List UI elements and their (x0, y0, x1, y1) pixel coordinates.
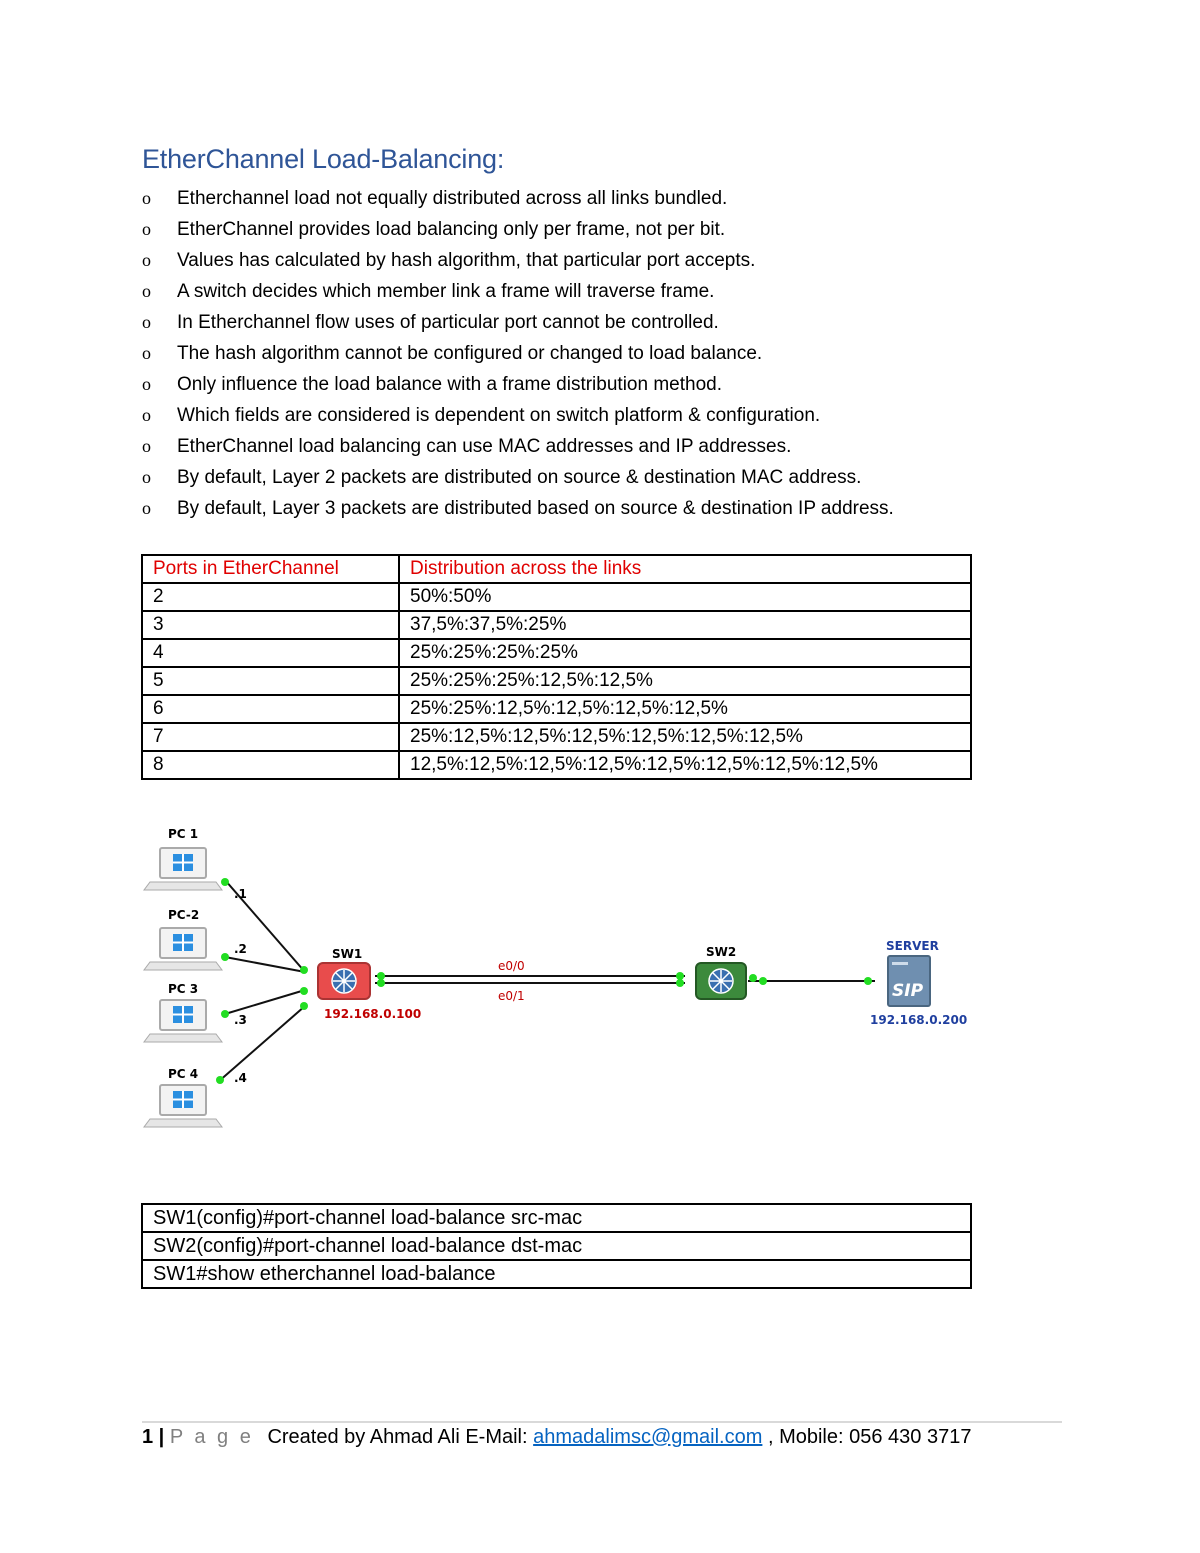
sw1-switch[interactable] (318, 963, 370, 999)
bullet-item (142, 183, 1042, 214)
pc-1[interactable] (144, 848, 222, 890)
table-row (142, 751, 971, 779)
bullet-item (142, 431, 1042, 462)
laptop-base (144, 882, 222, 890)
ports-cell: 8 (142, 751, 399, 779)
link-dot (864, 977, 872, 985)
link-dot (676, 979, 684, 987)
bullet-marker: o (142, 219, 151, 239)
link-dot (221, 1010, 229, 1018)
sip-server[interactable] (888, 956, 930, 1006)
bullet-text: Etherchannel load not equally distributed across all links bundled. (177, 188, 728, 209)
pc-3[interactable] (144, 1000, 222, 1042)
distribution-cell: 25%:25%:25%:25% (399, 639, 971, 667)
distribution-cell: 25%:25%:25%:12,5%:12,5% (399, 667, 971, 695)
server-slot (892, 962, 908, 965)
bullet-text: EtherChannel provides load balancing only per frame, not per bit. (177, 219, 726, 240)
column-header-distribution: Distribution across the links (399, 555, 971, 583)
distribution-cell: 25%:25%:12,5%:12,5%:12,5%:12,5% (399, 695, 971, 723)
ports-cell: 4 (142, 639, 399, 667)
server-ip: 192.168.0.200 (870, 1013, 968, 1027)
table-row (142, 1232, 971, 1260)
bullet-item (142, 214, 1042, 245)
link-dot (221, 878, 229, 886)
pc-3-link-label: .3 (234, 1013, 247, 1027)
command-cell: SW2(config)#port-channel load-balance dst-mac (142, 1232, 971, 1260)
bullet-marker: o (142, 498, 151, 518)
trunk-label-e0-0: e0/0 (498, 959, 525, 973)
table-row (142, 1204, 971, 1232)
sw1-ip: 192.168.0.100 (324, 1007, 422, 1021)
table-row (142, 695, 971, 723)
ports-cell: 2 (142, 583, 399, 611)
table-row (142, 1260, 971, 1288)
laptop-base (144, 1119, 222, 1127)
link-pc3-sw1 (225, 990, 305, 1014)
bullet-item (142, 276, 1042, 307)
ports-cell: 3 (142, 611, 399, 639)
bullet-marker: o (142, 467, 151, 487)
distribution-table (141, 554, 972, 780)
table-row (142, 583, 971, 611)
bullet-item (142, 400, 1042, 431)
pc-4-link-label: .4 (234, 1071, 247, 1085)
table-header-row (142, 555, 971, 583)
link-dot (300, 966, 308, 974)
bullet-text: A switch decides which member link a frame will traverse frame. (177, 281, 715, 302)
network-topology-diagram (140, 820, 980, 1150)
bullet-item (142, 462, 1042, 493)
created-by-text: Created by Ahmad Ali E-Mail: (267, 1426, 528, 1448)
sw2-label: SW2 (706, 945, 737, 959)
command-cell: SW1(config)#port-channel load-balance src-mac (142, 1204, 971, 1232)
table-row (142, 639, 971, 667)
link-dot (377, 979, 385, 987)
bullet-marker: o (142, 374, 151, 394)
distribution-cell: 37,5%:37,5%:25% (399, 611, 971, 639)
distribution-cell: 12,5%:12,5%:12,5%:12,5%:12,5%:12,5%:12,5%:12,5% (399, 751, 971, 779)
link-pc4-sw1 (218, 1006, 305, 1082)
page-heading: EtherChannel Load-Balancing: (142, 144, 505, 174)
bullet-text: Only influence the load balance with a frame distribution method. (177, 374, 722, 395)
link-dot (216, 1076, 224, 1084)
bullet-text: Values has calculated by hash algorithm, that particular port accepts. (177, 250, 756, 271)
bullet-item (142, 245, 1042, 276)
laptop-base (144, 1034, 222, 1042)
link-dot (300, 1002, 308, 1010)
ports-cell: 7 (142, 723, 399, 751)
bullet-item (142, 307, 1042, 338)
pc-4[interactable] (144, 1085, 222, 1127)
bullet-text: EtherChannel load balancing can use MAC addresses and IP addresses. (177, 436, 792, 457)
link-dot (759, 977, 767, 985)
command-cell: SW1#show etherchannel load-balance (142, 1260, 971, 1288)
pc-1-label: PC 1 (168, 827, 199, 841)
table-row (142, 723, 971, 751)
laptop-base (144, 962, 222, 970)
bullet-text: In Etherchannel flow uses of particular port cannot be controlled. (177, 312, 719, 333)
bullet-marker: o (142, 436, 151, 456)
bullet-text: Which fields are considered is dependent on switch platform & configuration. (177, 405, 821, 426)
bullet-text: By default, Layer 2 packets are distributed on source & destination MAC address. (177, 467, 862, 488)
bullet-marker: o (142, 281, 151, 301)
email-link[interactable]: ahmadalimsc@gmail.com (533, 1426, 763, 1448)
bullet-marker: o (142, 405, 151, 425)
page-number: 1 (142, 1426, 154, 1448)
pc-2[interactable] (144, 928, 222, 970)
trunk-label-e0-1: e0/1 (498, 989, 525, 1003)
bullet-list (142, 183, 1042, 524)
pc-3-label: PC 3 (168, 982, 199, 996)
sw2-switch[interactable] (696, 963, 746, 999)
link-dot (300, 987, 308, 995)
page-footer (142, 1426, 971, 1449)
link-dot (676, 972, 684, 980)
switch-arrows-icon (333, 970, 355, 992)
sw1-label: SW1 (332, 947, 363, 961)
mobile-text: , Mobile: 056 430 3717 (767, 1426, 972, 1448)
bullet-item (142, 493, 1042, 524)
distribution-cell: 25%:12,5%:12,5%:12,5%:12,5%:12,5%:12,5% (399, 723, 971, 751)
bullet-marker: o (142, 250, 151, 270)
bullet-text: The hash algorithm cannot be configured or changed to load balance. (177, 343, 763, 364)
pc-1-link-label: .1 (234, 887, 247, 901)
table-row (142, 611, 971, 639)
pc-4-label: PC 4 (168, 1067, 199, 1081)
bullet-item (142, 338, 1042, 369)
footer-divider (142, 1421, 1062, 1423)
table-row (142, 667, 971, 695)
bullet-item (142, 369, 1042, 400)
ports-cell: 5 (142, 667, 399, 695)
distribution-cell: 50%:50% (399, 583, 971, 611)
sip-logo-icon: SIP (892, 981, 924, 1001)
column-header-ports: Ports in EtherChannel (142, 555, 399, 583)
link-dot (749, 974, 757, 982)
command-table (141, 1203, 972, 1289)
link-dot (221, 953, 229, 961)
page-word: P a g e (169, 1426, 254, 1448)
bullet-marker: o (142, 188, 151, 208)
bullet-text: By default, Layer 3 packets are distributed based on source & destination IP address. (177, 498, 894, 519)
pc-2-label: PC-2 (168, 908, 200, 922)
bullet-marker: o (142, 343, 151, 363)
pc-2-link-label: .2 (234, 942, 247, 956)
switch-arrows-icon (710, 970, 732, 992)
page-separator: | (153, 1426, 170, 1448)
bullet-marker: o (142, 312, 151, 332)
ports-cell: 6 (142, 695, 399, 723)
link-dot (377, 972, 385, 980)
server-label: SERVER (886, 939, 939, 953)
